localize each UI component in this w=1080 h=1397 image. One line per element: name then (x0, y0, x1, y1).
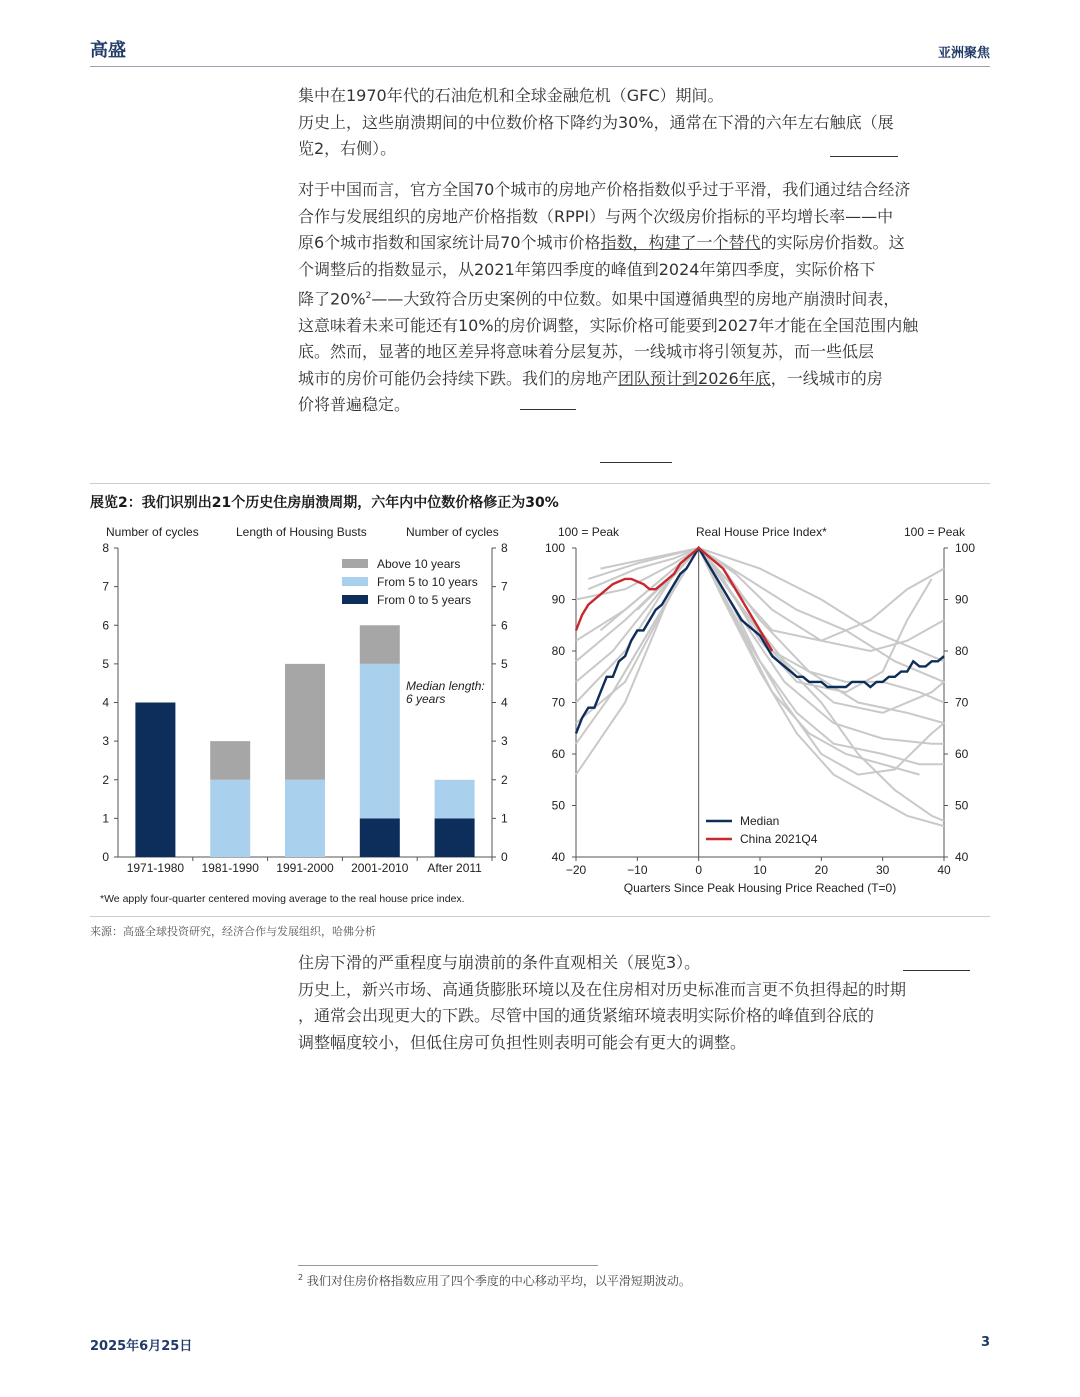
footnote-marker[interactable]: 2 (365, 291, 372, 301)
section-title: 亚洲聚焦 (937, 46, 990, 61)
x-tick-label: −20 (565, 863, 587, 877)
x-tick-label: 20 (814, 863, 829, 877)
reference-link[interactable]: 指数，构建了一个替代 (600, 233, 761, 252)
x-tick-label: After 2011 (427, 861, 482, 875)
y-axis-title-right: 100 = Peak (904, 525, 966, 539)
y-tick-label: 50 (955, 798, 969, 813)
footnote-text: 我们对住房价格指数应用了四个季度的中心移动平均，以平滑短期波动。 (306, 1274, 691, 1288)
y-tick-label: 2 (102, 772, 109, 787)
legend-label: Median (740, 814, 780, 828)
paragraph-2 (298, 177, 978, 419)
y-tick-label: 4 (501, 695, 508, 710)
x-tick-label: 30 (875, 863, 890, 877)
exhibit-title: 展览2：我们识别出21个历史住房崩溃周期，六年内中位数价格修正为30% (90, 495, 559, 511)
bar-segment (435, 818, 475, 857)
y-tick-label: 90 (955, 592, 969, 607)
y-tick-label: 8 (501, 541, 508, 555)
y-tick-label: 6 (102, 618, 109, 633)
x-tick-label: 1981-1990 (201, 861, 259, 875)
legend-label: Above 10 years (377, 557, 461, 571)
x-tick-label: −10 (627, 863, 648, 877)
chart-title: Real House Price Index* (696, 525, 827, 539)
y-tick-label: 1 (501, 811, 508, 826)
blank-line (830, 156, 898, 157)
y-tick-label: 3 (501, 734, 508, 749)
text-line: 原6个城市指数和国家统计局70个城市价格指数，构建了一个替代的实际房价指数。这 (298, 233, 905, 252)
footnote-divider (298, 1265, 598, 1266)
legend-label: From 5 to 10 years (377, 575, 478, 589)
bar-segment (285, 664, 325, 780)
y-tick-label: 70 (955, 695, 969, 710)
text-line: 集中在1970年代的石油危机和全球金融危机（GFC）期间。 (298, 86, 724, 105)
y-tick-label: 8 (102, 541, 109, 555)
y-tick-label: 4 (102, 695, 109, 710)
y-axis-title-left: 100 = Peak (558, 525, 620, 539)
text-line: 降了20%$^2$——大致符合历史案例的中位数。如果中国遵循典型的房地产崩溃时间表， (298, 289, 900, 309)
y-tick-label: 7 (102, 579, 109, 594)
bar-segment (210, 780, 250, 857)
x-tick-label: 1991-2000 (276, 861, 334, 875)
line-chart (530, 515, 990, 910)
bar-segment (435, 780, 475, 819)
blank-line (600, 462, 672, 463)
y-tick-label: 80 (955, 644, 969, 658)
legend-swatch (342, 577, 368, 586)
bar-segment (135, 703, 175, 858)
text-line: 这意味着未来可能还有10%的房价调整，实际价格可能要到2027年才能在全国范围内触 (298, 315, 919, 335)
background-bust-line (588, 548, 944, 651)
exhibit-top-rule (90, 483, 990, 484)
paragraph-3 (298, 950, 978, 1056)
x-tick-label: 2001-2010 (351, 861, 409, 875)
y-axis-title-left: Number of cycles (106, 525, 199, 539)
bar-segment (360, 818, 400, 857)
source-note: 来源：高盛全球投资研究，经济合作与发展组织，哈佛分析 (90, 925, 376, 938)
blank-line (903, 970, 970, 971)
text-line: 个调整后的指数显示，从2021年第四季度的峰值到2024年第四季度，实际价格下 (298, 259, 876, 279)
y-tick-label: 6 (501, 618, 508, 633)
blank-line (520, 409, 576, 410)
bar-chart (90, 515, 530, 915)
y-tick-label: 80 (551, 644, 565, 658)
annotation: Median length: (406, 679, 485, 693)
text-line: 历史上，新兴市场、高通货膨胀环境以及在住房相对历史标准而言更不负担得起的时期 (298, 979, 907, 999)
y-tick-label: 5 (102, 656, 109, 671)
y-tick-label: 90 (551, 592, 565, 607)
y-tick-label: 40 (955, 850, 969, 864)
bar-segment (360, 664, 400, 819)
text-line: 底。然而，显著的地区差异将意味着分层复苏，一线城市将引领复苏，而一些低层 (298, 342, 875, 362)
exhibit-bottom-rule (90, 916, 990, 917)
text-line: 价将普遍稳定。 (298, 395, 411, 415)
y-tick-label: 5 (501, 656, 508, 671)
legend-swatch (342, 595, 368, 604)
y-tick-label: 100 (955, 541, 976, 555)
text-line: ，通常会出现更大的下跌。尽管中国的通货紧缩环境表明实际价格的峰值到谷底的 (298, 1006, 875, 1025)
header-divider (90, 66, 990, 67)
x-tick-label: 10 (753, 863, 767, 877)
x-tick-label: 40 (937, 863, 951, 877)
y-tick-label: 50 (551, 798, 565, 813)
text-line: 对于中国而言，官方全国70个城市的房地产价格指数似乎过于平滑，我们通过结合经济 (298, 180, 911, 199)
y-axis-title-right: Number of cycles (406, 525, 499, 539)
y-tick-label: 7 (501, 579, 508, 594)
paragraph-1 (298, 83, 978, 163)
x-tick-label: 1971-1980 (126, 861, 185, 875)
text-line: 城市的房价可能仍会持续下跌。我们的房地产团队预计到2026年底，一线城市的房 (298, 368, 883, 388)
bar-segment (285, 780, 325, 857)
chart-footnote: *We apply four-quarter centered moving average to the real house price index. (100, 893, 465, 905)
y-tick-label: 1 (102, 811, 109, 826)
chart-title: Length of Housing Busts (236, 525, 367, 539)
y-tick-label: 100 (544, 541, 565, 555)
bar-segment (210, 741, 250, 780)
y-tick-label: 60 (551, 747, 565, 761)
bar-segment (360, 625, 400, 664)
text-line: 住房下滑的严重程度与崩溃前的条件直观相关（展览3）。 (298, 953, 701, 972)
footnote (298, 1272, 691, 1289)
footer-date: 2025年6月25日 (90, 1339, 193, 1354)
y-tick-label: 0 (501, 850, 508, 864)
text-line: 调整幅度较小，但低住房可负担性则表明可能会有更大的调整。 (298, 1032, 747, 1052)
page-number: 3 (980, 1335, 990, 1350)
legend-label: China 2021Q4 (740, 832, 818, 846)
legend-label: From 0 to 5 years (377, 593, 472, 607)
y-tick-label: 60 (955, 747, 969, 761)
text-line: 合作与发展组织的房地产价格指数（RPPI）与两个次级房价指标的平均增长率——中 (298, 206, 894, 226)
y-tick-label: 3 (102, 734, 109, 749)
x-axis-title: Quarters Since Peak Housing Price Reached (T=0) (623, 881, 897, 895)
brand-logo: 高盛 (90, 40, 126, 61)
y-tick-label: 2 (501, 772, 508, 787)
footnote-number: 2 (298, 1273, 304, 1282)
y-tick-label: 40 (551, 850, 565, 864)
y-tick-label: 70 (551, 695, 565, 710)
annotation: 6 years (406, 692, 446, 706)
text-line: 历史上，这些崩溃期间的中位数价格下降约为30%，通常在下滑的六年左右触底（展 (298, 112, 894, 132)
legend-swatch (342, 559, 368, 568)
x-tick-label: 0 (695, 863, 703, 877)
y-tick-label: 0 (102, 850, 109, 864)
reference-link[interactable]: 团队预计到2026年底 (618, 368, 771, 388)
text-line: 览2，右侧）。 (298, 139, 397, 158)
